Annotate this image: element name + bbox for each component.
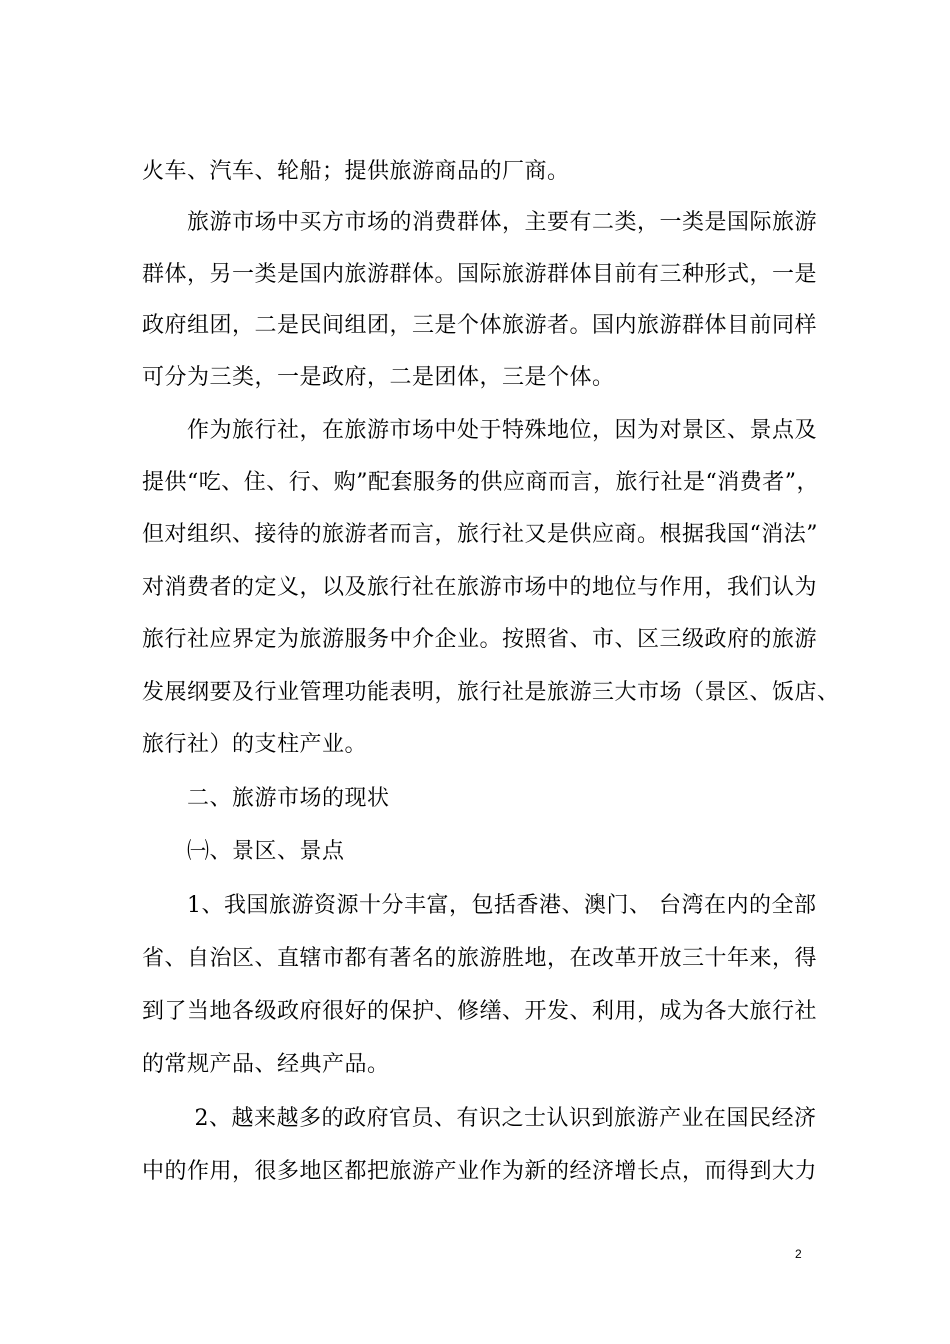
text-line: 旅行社）的支柱产业。 bbox=[142, 732, 368, 757]
text-line: 火车、汽车、轮船；提供旅游商品的厂商。 bbox=[142, 159, 570, 184]
text-line: 旅游市场中买方市场的消费群体，主要有二类，一类是国际旅游 bbox=[142, 210, 818, 235]
text-line: 作为旅行社，在旅游市场中处于特殊地位，因为对景区、景点及 bbox=[142, 418, 818, 443]
text-line: 群体，另一类是国内旅游群体。国际旅游群体目前有三种形式，一是 bbox=[142, 262, 818, 287]
text-line: 可分为三类，一是政府，二是团体，三是个体。 bbox=[142, 365, 615, 390]
text-line: 的常规产品、经典产品。 bbox=[142, 1052, 390, 1077]
text-line: 中的作用，很多地区都把旅游产业作为新的经济增长点，而得到大力 bbox=[142, 1159, 818, 1184]
text-line: 对消费者的定义，以及旅行社在旅游市场中的地位与作用，我们认为 bbox=[142, 575, 818, 600]
subsection-heading: ㈠、景区、景点 bbox=[142, 839, 345, 864]
text-line: 2、越来越多的政府官员、有识之士认识到旅游产业在国民经济 bbox=[142, 1106, 817, 1131]
text-line: 发展纲要及行业管理功能表明，旅行社是旅游三大市场（景区、饭店、 bbox=[142, 680, 840, 705]
text-line: 1、我国旅游资源十分丰富，包括香港、澳门、 台湾在内的全部 bbox=[142, 893, 817, 918]
page-number: 2 bbox=[795, 1247, 802, 1261]
section-heading: 二、旅游市场的现状 bbox=[142, 786, 390, 811]
text-line: 省、自治区、直辖市都有著名的旅游胜地，在改革开放三十年来，得 bbox=[142, 946, 818, 971]
text-line: 提供“吃、住、行、购”配套服务的供应商而言，旅行社是“消费者”， bbox=[142, 470, 819, 495]
text-line: 到了当地各级政府很好的保护、修缮、开发、利用，成为各大旅行社 bbox=[142, 999, 818, 1024]
text-line: 旅行社应界定为旅游服务中介企业。按照省、市、区三级政府的旅游 bbox=[142, 627, 818, 652]
text-line: 政府组团，二是民间组团，三是个体旅游者。国内旅游群体目前同样 bbox=[142, 313, 818, 338]
text-line: 但对组织、接待的旅游者而言，旅行社又是供应商。根据我国“消法” bbox=[142, 522, 818, 547]
